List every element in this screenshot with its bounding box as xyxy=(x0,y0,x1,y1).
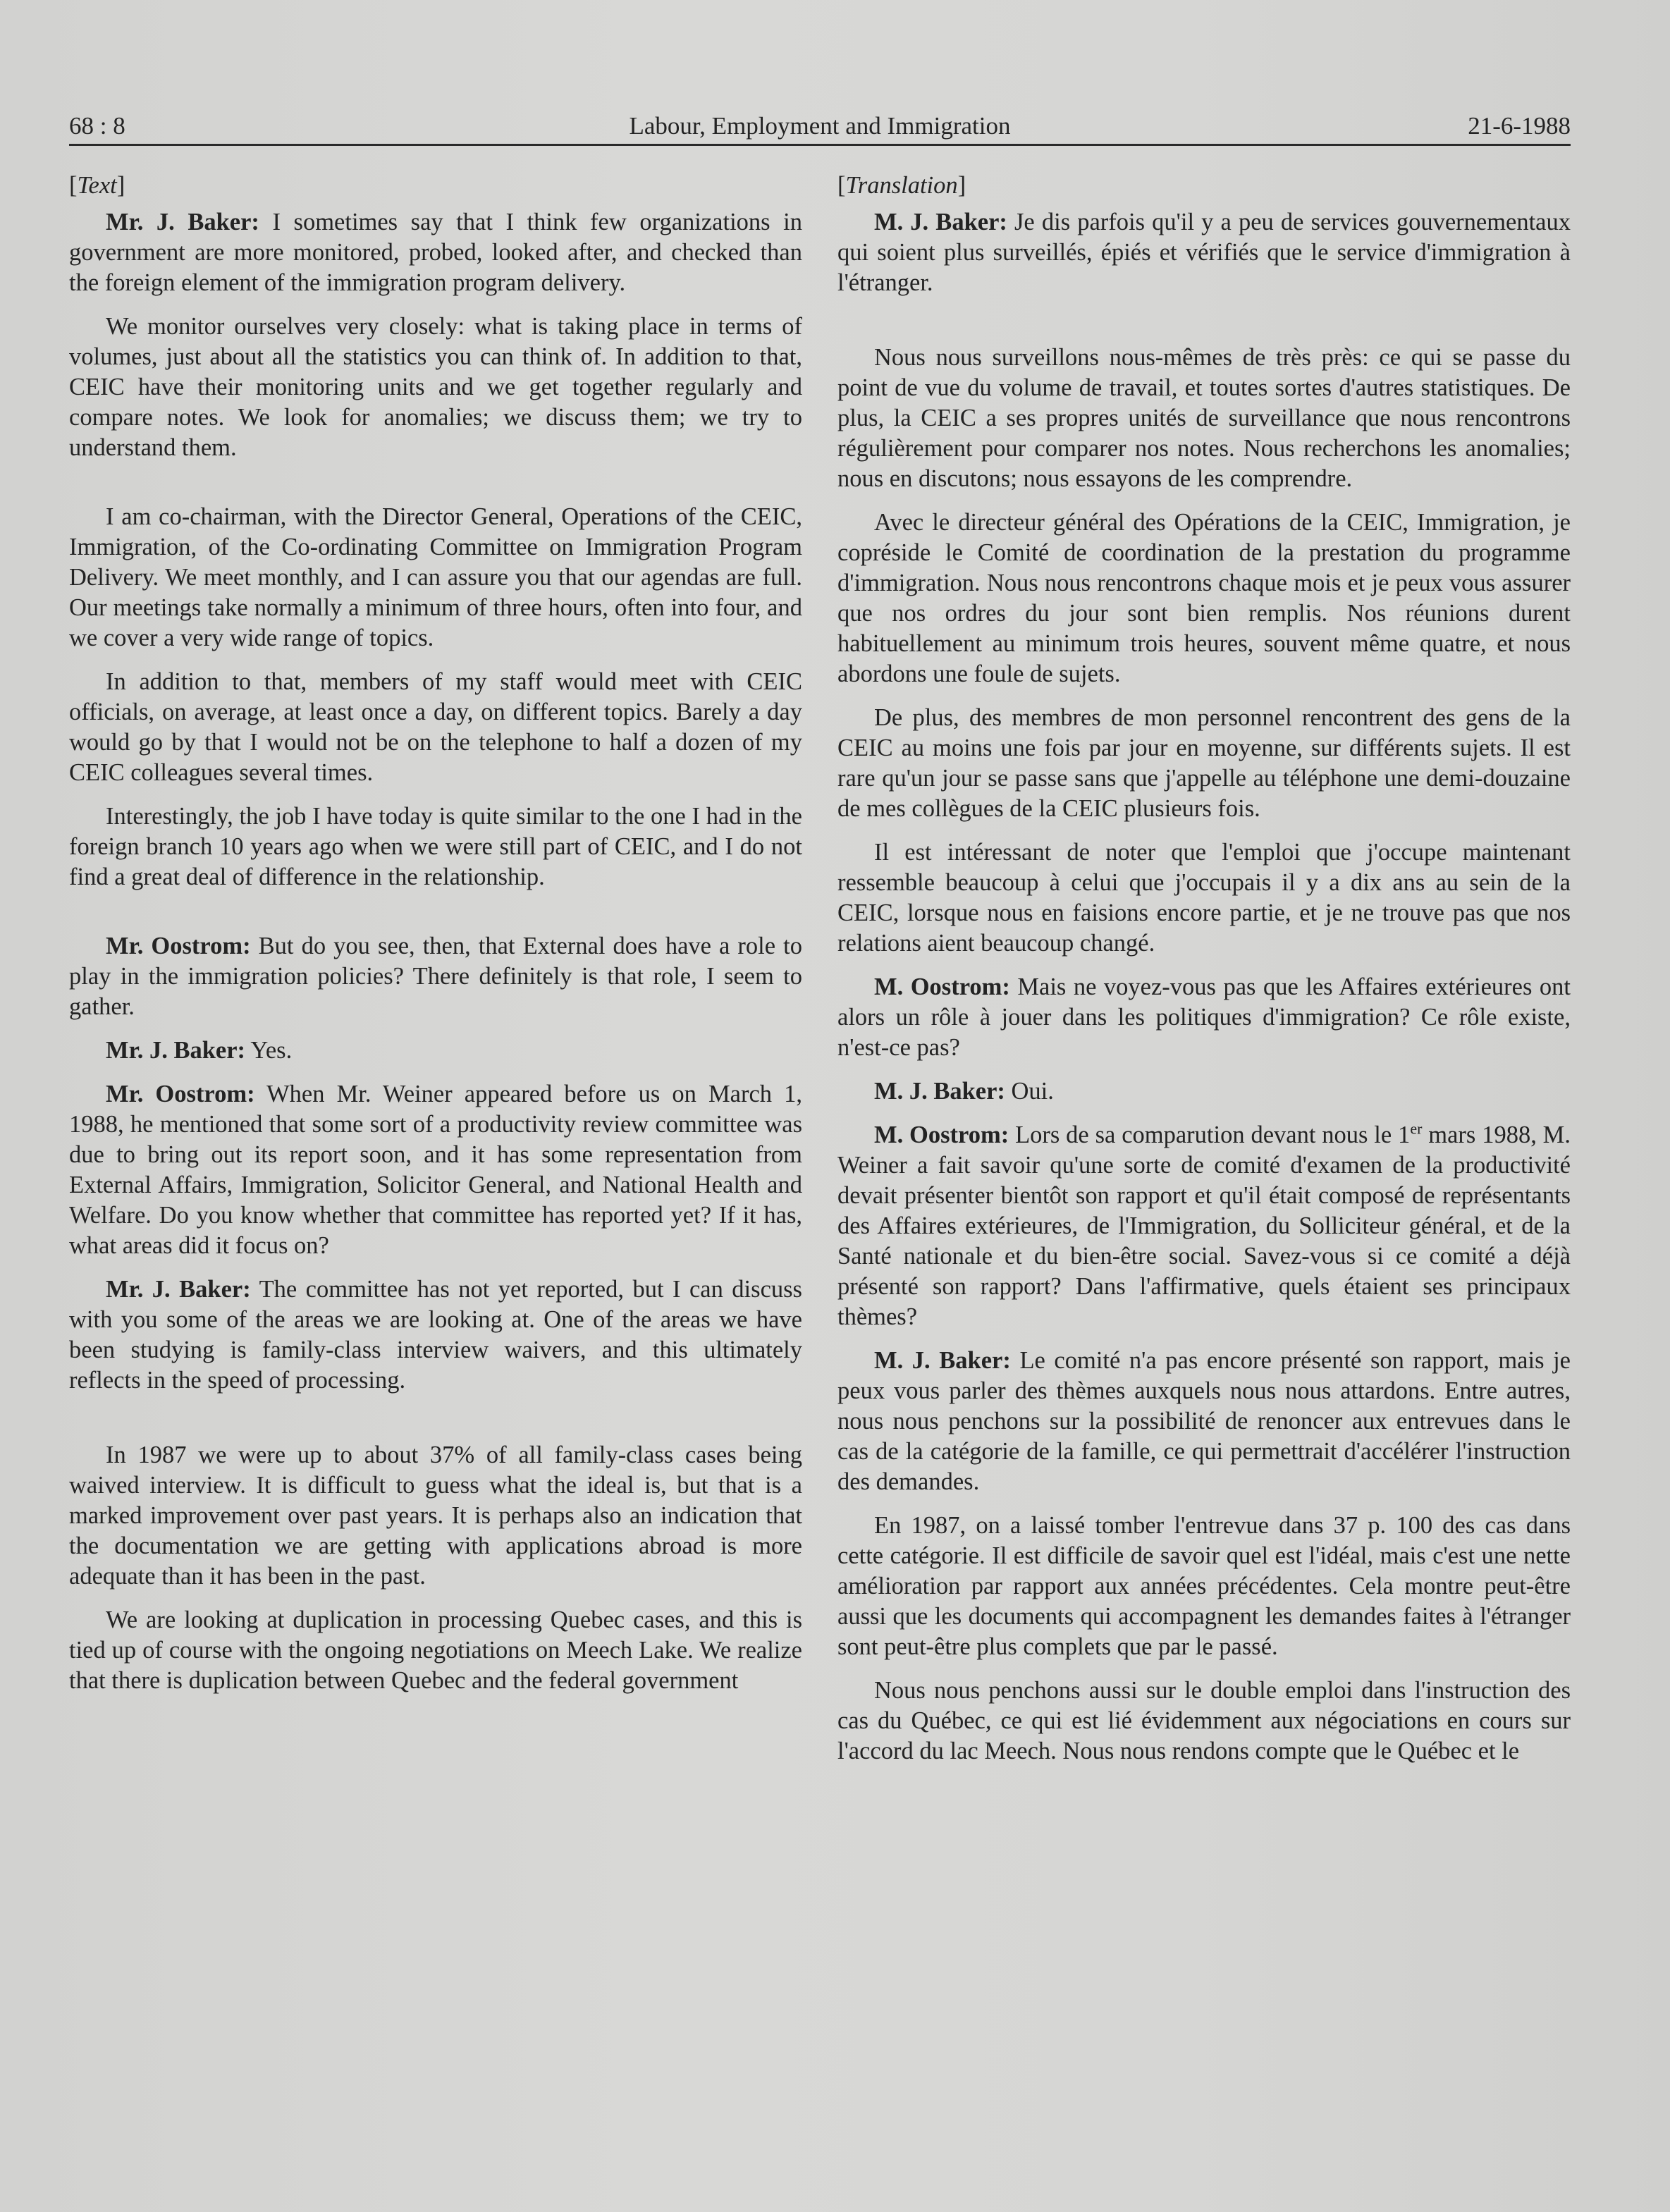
speaker-name: M. J. Baker: xyxy=(874,1078,1005,1105)
spacer xyxy=(837,312,1571,343)
paragraph-text: In 1987 we were up to about 37% of all family-class cases being waived interview. It is difficult to guess what the ideal is, but that is a marked improvement over past years. It is perhaps also an indication that the documentation we are getting with applications abroad is more adequate than it has been in the past. xyxy=(69,1442,802,1590)
french-column xyxy=(837,164,1571,1780)
paragraph-text: Yes. xyxy=(245,1037,293,1064)
publication-title: Labour, Employment and Immigration xyxy=(629,112,1011,140)
paragraph xyxy=(837,703,1571,824)
text-tag-label: Text xyxy=(77,172,117,199)
paragraph-text: Il est intéressant de noter que l'emploi que j'occupe maintenant ressemble beaucoup à celui que j'occupais il y a dix ans au sein de la CEIC, lorsque nous en faisions encore partie, et je ne trouve pas que nos relations aient beaucoup changé. xyxy=(837,839,1571,957)
paragraph xyxy=(837,972,1571,1063)
paragraph-text: Interestingly, the job I have today is quite similar to the one I had in the foreign branch 10 years ago when we were still part of CEIC, and I do not find a great deal of difference in the relationship. xyxy=(69,803,802,890)
spacer xyxy=(69,477,802,502)
speaker-name: M. Oostrom: xyxy=(874,1122,1009,1148)
speaker-name: Mr. J. Baker: xyxy=(106,209,259,235)
paragraph xyxy=(837,1511,1571,1662)
paragraph xyxy=(69,1440,802,1592)
page-number: 68 : 8 xyxy=(69,112,125,140)
paragraph-text: I am co-chairman, with the Director General, Operations of the CEIC, Immigration, of the Co-ordinating Committee on Immigration Program Delivery. We meet monthly, and I can assure you that our agendas are full. Our meetings take normally a minimum of three hours, often into four, and we cover a very wide range of topics. xyxy=(69,503,802,651)
paragraph-text: Oui. xyxy=(1005,1078,1054,1105)
paragraph xyxy=(69,1274,802,1396)
paragraph-text: Le comité n'a pas encore présenté son rapport, mais je peux vous parler des thèmes auxquels nous nous attardons. Entre autres, nous nous penchons sur la possibilité de renoncer aux entrevues dans le cas de la catégorie de la famille, ce qui permettrait d'accélérer l'instruction des demandes. xyxy=(837,1347,1571,1495)
paragraph xyxy=(69,801,802,892)
paragraph xyxy=(837,837,1571,959)
paragraph-text: We monitor ourselves very closely: what is taking place in terms of volumes, just about all the statistics you can think of. In addition to that, CEIC have their monitoring units and we get together regularly and compare notes. We look for anomalies; we discuss them; we try to understand them. xyxy=(69,313,802,461)
paragraph-text: En 1987, on a laissé tomber l'entrevue dans 37 p. 100 des cas dans cette catégorie. Il est difficile de savoir quel est l'idéal, mais c'est une nette amélioration par rapport aux années précédentes. Cela montre peut-être aussi que les documents qui accompagnent les demandes faites à l'étranger sont peut-être plus complets que par le passé. xyxy=(837,1512,1571,1660)
paragraph xyxy=(837,508,1571,689)
paragraph-text: The committee has not yet reported, but I can discuss with you some of the areas we are looking at. One of the areas we have been studying is family-class interview waivers, and this ultimately reflects in the speed of processing. xyxy=(69,1276,802,1394)
header-rule xyxy=(69,144,1571,146)
speaker-name: M. Oostrom: xyxy=(874,973,1010,1000)
spacer xyxy=(69,1409,802,1440)
speaker-name: Mr. J. Baker: xyxy=(106,1037,246,1064)
speaker-name: Mr. J. Baker: xyxy=(106,1276,251,1303)
header-date: 21-6-1988 xyxy=(1468,112,1571,140)
paragraph xyxy=(837,207,1571,298)
paragraph-text: Lors de sa comparution devant nous le 1er mars 1988, M. Weiner a fait savoir qu'une sorte de comité d'examen de la productivité devait présenter bientôt son rapport et qu'il était composé de représentants des Affaires extérieures, de l'Immigration, du Solliciteur général, et de la Santé nationale et du bien-être social. Savez-vous si ce comité a déjà présenté son rapport? Dans l'affirmative, quels étaient ses principaux thèmes? xyxy=(837,1119,1571,1330)
paragraph xyxy=(69,1605,802,1696)
paragraph-text: We are looking at duplication in processing Quebec cases, and this is tied up of course with the ongoing negotiations on Meech Lake. We realize that there is duplication between Quebec and the federal government xyxy=(69,1606,802,1694)
paragraph xyxy=(69,207,802,298)
paragraph xyxy=(69,312,802,463)
paragraph-text: De plus, des membres de mon personnel rencontrent des gens de la CEIC au moins une fois par jour en moyenne, sur différents sujets. Il est rare qu'un jour se passe sans que j'appelle au téléphone une demi-douzaine de mes collègues de la CEIC plusieurs fois. xyxy=(837,704,1571,822)
speaker-name: M. J. Baker: xyxy=(874,1347,1011,1374)
speaker-name: M. J. Baker: xyxy=(874,209,1007,235)
paragraph-text: Je dis parfois qu'il y a peu de services gouvernementaux qui soient plus surveillés, épiés et vérifiés que le service d'immigration à l'étranger. xyxy=(837,209,1571,296)
paragraph-text: Avec le directeur général des Opérations de la CEIC, Immigration, je copréside le Comité de coordination de la prestation du programme d'immigration. Nous nous rencontrons chaque mois et je peux vous assurer que nos ordres du jour sont bien remplis. Nos réunions durent habituellement au minimum trois heures, souvent même quatre, et nous abordons une foule de sujets. xyxy=(837,509,1571,687)
paragraph xyxy=(69,931,802,1022)
paragraph-text: In addition to that, members of my staff would meet with CEIC officials, on average, at least once a day, on different topics. Barely a day would go by that I would not be on the telephone to half a dozen of my CEIC colleagues several times. xyxy=(69,668,802,786)
paragraph xyxy=(837,1676,1571,1766)
paragraph-text: Nous nous surveillons nous-mêmes de très près: ce qui se passe du point de vue du volume de travail, et toutes sortes d'autres statistiques. De plus, la CEIC a ses propres unités de surveillance que nous rencontrons régulièrement pour comparer nos notes. Nous recherchons les anomalies; nous en discutons; nous essayons de les comprendre. xyxy=(837,344,1571,492)
paragraph-text: I sometimes say that I think few organizations in government are more monitored, probed, looked after, and checked than the foreign element of the immigration program delivery. xyxy=(69,209,802,296)
ordinal-suffix: er xyxy=(1410,1119,1423,1138)
paragraph xyxy=(837,1120,1571,1332)
text-tag: [Text] xyxy=(69,172,125,199)
paragraph-text: But do you see, then, that External does have a role to play in the immigration policies? There definitely is that role, I seem to gather. xyxy=(69,933,802,1020)
paragraph xyxy=(69,502,802,653)
translation-tag-label: Translation xyxy=(845,172,958,199)
translation-tag: [Translation] xyxy=(837,172,966,199)
paragraph-text: Mais ne voyez-vous pas que les Affaires extérieures ont alors un rôle à jouer dans les politiques d'immigration? Ce rôle existe, n'est-ce pas? xyxy=(837,973,1571,1061)
paragraph-text: When Mr. Weiner appeared before us on March 1, 1988, he mentioned that some sort of a productivity review committee was due to bring out its report soon, and it has some representation from External Affairs, Immigration, Solicitor General, and National Health and Welfare. Do you know whether that committee has reported yet? If it has, what areas did it focus on? xyxy=(69,1081,802,1259)
english-column xyxy=(69,164,802,1709)
paragraph xyxy=(69,1079,802,1261)
spacer xyxy=(69,906,802,931)
paragraph xyxy=(837,1076,1571,1107)
speaker-name: Mr. Oostrom: xyxy=(106,1081,255,1107)
paragraph xyxy=(837,1346,1571,1497)
speaker-name: Mr. Oostrom: xyxy=(106,933,251,959)
paragraph xyxy=(69,667,802,788)
paragraph-text: Nous nous penchons aussi sur le double emploi dans l'instruction des cas du Québec, ce qui est lié évidemment aux négociations en cours sur l'accord du lac Meech. Nous nous rendons compte que le Québec et le xyxy=(837,1677,1571,1764)
paragraph xyxy=(69,1036,802,1066)
running-header xyxy=(69,109,1571,144)
paragraph xyxy=(837,343,1571,494)
